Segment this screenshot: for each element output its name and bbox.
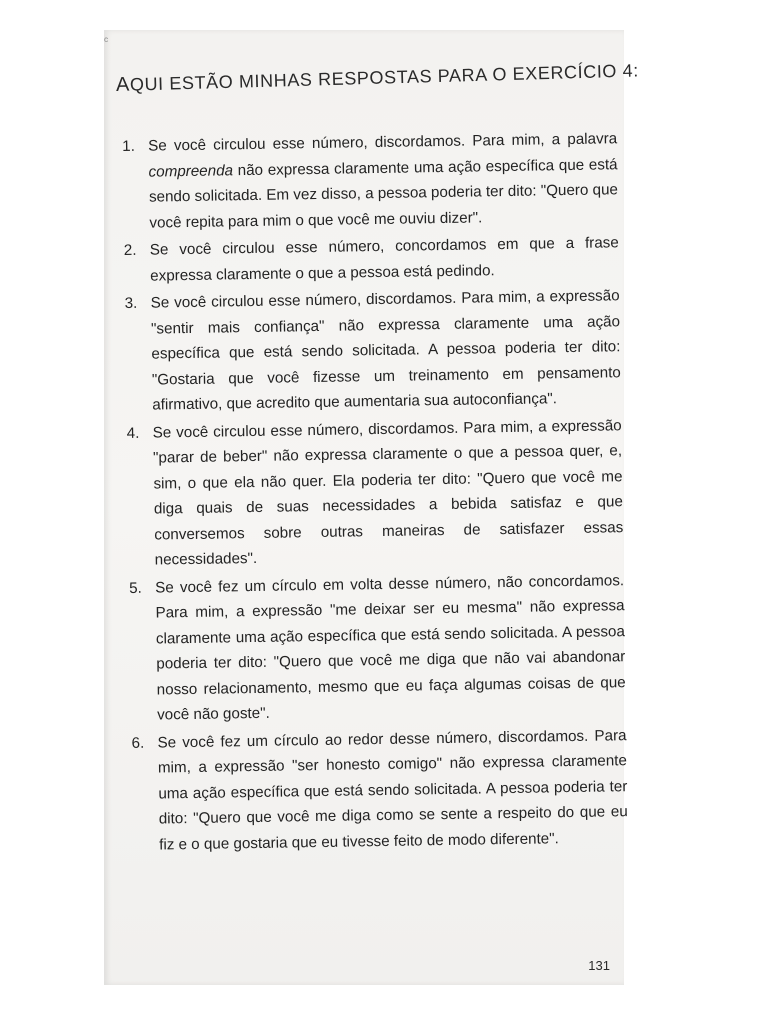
answer-number: 1. xyxy=(122,137,136,155)
answer-item xyxy=(122,126,619,236)
answer-number: 3. xyxy=(124,294,138,312)
page-number: 131 xyxy=(588,958,610,973)
answer-item xyxy=(129,568,626,729)
answer-number: 6. xyxy=(131,734,145,752)
page-mark: ᶜ xyxy=(104,34,109,48)
answer-text-continued: não expressa claramente uma ação específica que está sendo solicitada. Em vez disso, a pessoa poderia ter dito: "Quero que você repita para mim o que você me ouviu dizer". xyxy=(148,155,619,232)
answer-text: Se você circulou esse número, discordamos. Para mim, a expressão "parar de beber" não expressa claramente o que a pessoa quer, e, sim, o que ela não quer. Ela poderia ter dito: "Quero que você me diga quais de suas necessidades a bebida satisfaz e que conversemos sobre outras maneiras de satisfazer essas necessidades". xyxy=(152,416,624,569)
answer-text: Se você fez um círculo ao redor desse número, discordamos. Para mim, a expressão "ser honesto comigo" não expressa claramente uma ação específica que está sendo solicitada. A pessoa poderia ter dito: "Quero que você me diga como se sente a respeito do que eu fiz e o que gostaria que eu tivesse feito de modo diferente". xyxy=(157,726,628,854)
answer-text: Se você circulou esse número, discordamos. Para mim, a expressão "sentir mais confiança" não expressa claramente uma ação específica que está sendo solicitada. A pessoa poderia ter dito: "Gostaria que você fizesse um treinamento em pensamento afirmativo, que acredito que aumentaria sua autoconfiança". xyxy=(150,287,621,414)
answer-item xyxy=(124,230,620,289)
answer-number: 4. xyxy=(126,424,140,442)
answer-item xyxy=(127,413,624,574)
answers-list xyxy=(122,126,628,860)
answer-text: Se você fez um círculo em volta desse número, não concordamos. Para mim, a expressão "me deixar ser eu mesma" não expressa claramente uma ação específica que está sendo solicitada. A pessoa poderia ter dito: "Quero que você me diga que não vai abandonar nosso relacionamento, mesmo que eu faça algumas coisas de que você não goste". xyxy=(154,571,626,724)
answer-number: 2. xyxy=(123,241,137,259)
book-page xyxy=(104,30,640,985)
page-heading: AQUI ESTÃO MINHAS RESPOSTAS PARA O EXERCÍCIO 4: xyxy=(115,60,640,96)
answer-text: Se você circulou esse número, discordamos. Para mim, a palavra xyxy=(148,130,618,155)
answer-emphasis: compreenda xyxy=(148,161,234,181)
answer-item xyxy=(124,283,621,418)
answer-text: Se você circulou esse número, concordamos em que a frase expressa claramente o que a pessoa está pedindo. xyxy=(149,234,619,285)
answer-number: 5. xyxy=(128,579,142,597)
answer-item xyxy=(131,723,628,858)
